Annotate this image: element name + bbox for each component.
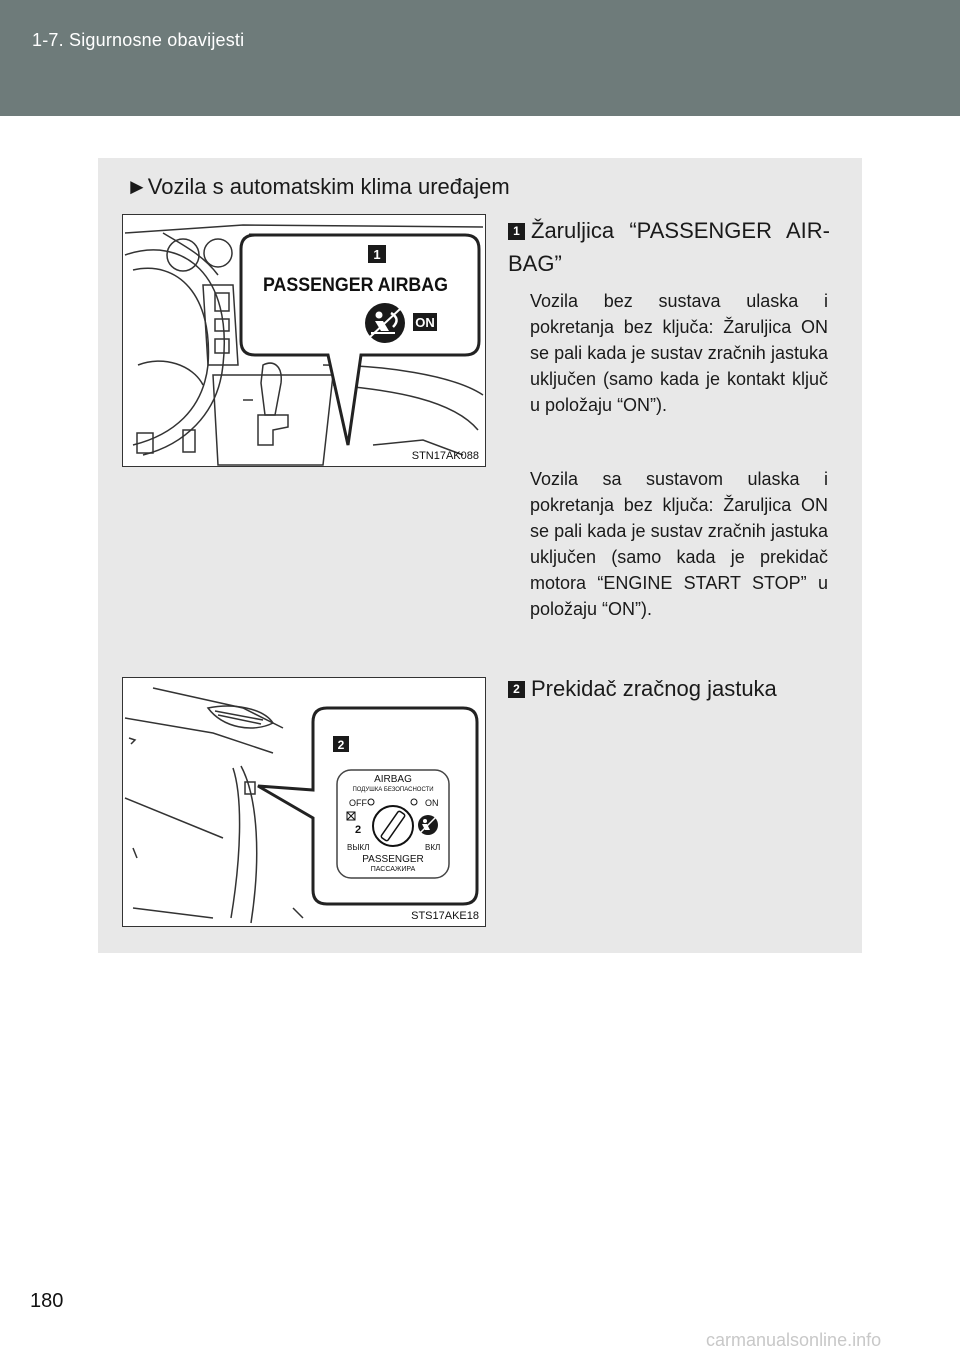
- callout-number: 1: [373, 247, 381, 262]
- item-number-badge: 1: [508, 223, 525, 240]
- passenger-airbag-icon: [418, 815, 438, 835]
- page-header: [0, 0, 960, 116]
- item-1-paragraph-1: Vozila bez sustava ulaska i pokretanja bez ključa: Žaruljica ON se pali kada je sustav zračnih jastuka uključen (samo kada je kontakt ključ u položaju “ON”).: [530, 291, 828, 415]
- off-label-ru: ВЫКЛ: [347, 843, 370, 852]
- passenger-label: PASSENGER: [362, 854, 424, 865]
- callout-number: 2: [337, 738, 345, 752]
- chapter-title: 1-7. Sigurnosne obavijesti: [32, 30, 245, 50]
- item-number-badge: 2: [508, 681, 525, 698]
- svg-text:2: 2: [355, 824, 362, 836]
- item-2-heading: [508, 672, 830, 705]
- switch-title: AIRBAG: [374, 774, 412, 785]
- passenger-airbag-icon: [365, 303, 405, 343]
- section-heading: ►Vozila s automatskim klima uređajem: [126, 174, 510, 199]
- figure-passenger-airbag-light: [122, 214, 486, 467]
- key-switch-icon: [373, 806, 413, 846]
- figure-code: STN17AK088: [411, 450, 479, 462]
- on-label: ON: [425, 798, 439, 808]
- glovebox-illustration: [123, 678, 485, 926]
- page-number: 180: [30, 1290, 64, 1312]
- dashboard-illustration: [123, 215, 485, 466]
- off-label: OFF: [349, 798, 367, 808]
- on-indicator: ON: [415, 315, 435, 330]
- figure-code: STS17AKE18: [411, 910, 479, 922]
- airbag-label: PASSENGER AIRBAG: [263, 275, 448, 296]
- item-title: Žaruljica “PASSENGER AIR-BAG”: [508, 218, 830, 276]
- figure-airbag-switch: [122, 677, 486, 927]
- switch-subtitle: ПОДУШКА БЕЗОПАСНОСТИ: [352, 787, 434, 793]
- on-label-ru: ВКЛ: [425, 843, 441, 852]
- passenger-label-ru: ПАССАЖИРА: [370, 866, 416, 873]
- item-1-heading: [508, 214, 830, 280]
- item-1-paragraph-2: Vozila sa sustavom ulaska i pokretanja bez ključa: Žaruljica ON se pali kada je sustav zračnih jastuka uključen (samo kada je prekidač motora “ENGINE START STOP” u položaju “ON”).: [530, 469, 828, 619]
- item-title: Prekidač zračnog jastuka: [531, 676, 777, 701]
- watermark: carmanualsonline.info: [706, 1330, 882, 1350]
